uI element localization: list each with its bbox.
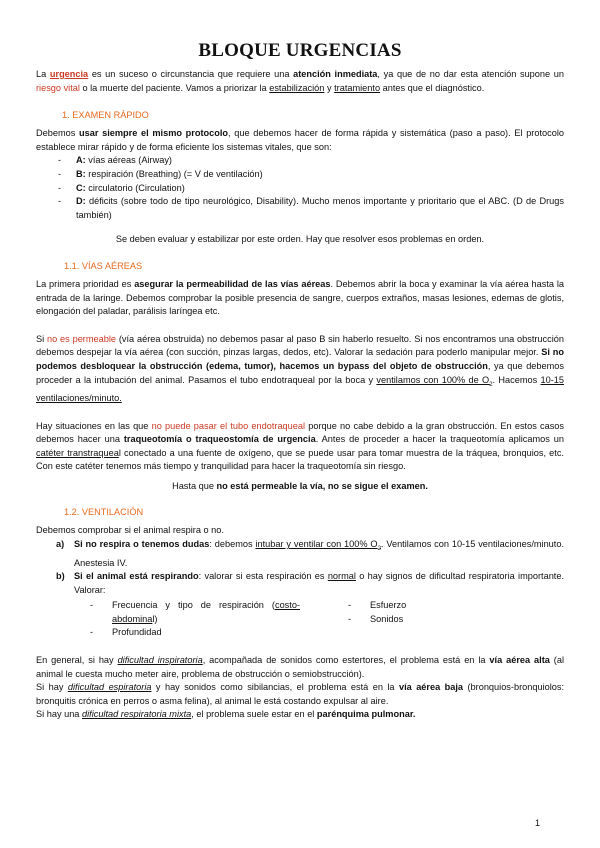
- examen-closing: Se deben evaluar y estabilizar por este orden. Hay que resolver esos problemas en orden.: [115, 234, 485, 245]
- list-item: - Sonidos: [348, 613, 406, 627]
- term-atencion-inmediata: atención inmediata: [293, 69, 378, 79]
- text: Si hay una: [36, 709, 82, 720]
- term-ventilamos: [376, 374, 493, 388]
- text: , acompañada de sonidos como estertores, el problema está en la: [202, 655, 490, 666]
- list-item: [58, 168, 564, 182]
- abcd-list: [58, 154, 564, 222]
- item-text: vías aéreas (Airway): [85, 155, 172, 166]
- text: Hay situaciones en las que: [36, 420, 152, 431]
- text: (al animal le cuesta mucho meter aire, problema de obstrucción o semiobstrucción).: [36, 655, 564, 679]
- term-ventilaciones: ventilaciones/minuto.: [36, 392, 122, 403]
- section-heading-vias-aereas: 1.1. VÍAS AÉREAS: [64, 260, 143, 271]
- text: o la muerte del paciente. Vamos a priorizar la: [79, 82, 270, 93]
- list-item: [58, 154, 564, 168]
- list-item-b: [56, 570, 564, 597]
- section-heading-ventilacion: 1.2. VENTILACIÓN: [64, 507, 144, 518]
- vias-closing: [36, 480, 564, 494]
- text: es un suceso o circunstancia que requiere una: [88, 69, 294, 79]
- section-heading-examen-rapido: 1. EXAMEN RÁPIDO: [62, 110, 149, 121]
- text: Debemos: [36, 128, 80, 139]
- term-riesgo-vital: riesgo vital: [36, 82, 80, 93]
- list-item: - Esfuerzo: [348, 599, 406, 613]
- term-via-baja: vía aérea baja: [398, 682, 464, 693]
- text: Si: [36, 333, 47, 344]
- text: Hasta que: [172, 480, 217, 491]
- term-estabilizacion: estabilización: [269, 82, 325, 93]
- term-cateter: catéter transtraquea: [36, 447, 119, 458]
- text: . Ventilamos con 10-15 ventilaciones/minuto. Anestesia IV.: [74, 539, 565, 568]
- text: : debemos: [209, 539, 256, 550]
- text: porque no cabe debido a la gran obstrucción. En estos casos debemos hacer una: [36, 420, 564, 445]
- text: La primera prioridad es: [36, 278, 135, 289]
- term-traqueotomia: traqueotomía o traqueostomía de urgencia: [123, 434, 316, 445]
- list-marker: a): [56, 539, 65, 550]
- subscript: 2: [377, 545, 381, 552]
- text-bold: no está permeable la vía, no se sigue el examen.: [216, 480, 428, 491]
- text: intubar y ventilar con 100% O: [255, 539, 378, 550]
- text: y: [324, 82, 335, 93]
- examen-paragraph: [36, 127, 564, 154]
- text: : valorar si esta respiración es: [198, 571, 328, 582]
- text: , ya que de no dar esta atención supone un: [377, 69, 564, 79]
- text-bold: Si el animal está respirando: [74, 571, 199, 582]
- term-10-15: 10-15: [540, 374, 564, 385]
- term-normal: normal: [327, 571, 356, 582]
- intro-paragraph: [36, 68, 564, 95]
- term-no-pasa-tubo: no puede pasar el tubo endotraqueal: [151, 420, 306, 431]
- list-item: [90, 599, 300, 626]
- text: o hay signos de dificultad respiratoria importante. Valorar:: [74, 571, 565, 595]
- item-key: A:: [76, 155, 86, 166]
- text: , el problema suele estar en el: [191, 709, 317, 720]
- subscript: 2: [489, 381, 493, 388]
- ventilacion-intro: Debemos comprobar si el animal respira o no.: [36, 525, 224, 536]
- text: (vía aérea obstruida) no debemos pasar al paso B sin haberlo resuelto. Si nos encontramos una obstrucción debemos despejar la vía aérea (con succión, pinzas largas, dedos, etc). Valorar la sedación para poderlo manipular mejor.: [36, 333, 564, 358]
- text: , que debemos hacer de forma rápida y sistemática (paso a paso). El protocolo establece mirar rápido y de forma eficiente los sistemas vitales, que son:: [36, 128, 564, 152]
- text: Frecuencia y tipo de respiración (: [112, 600, 275, 611]
- ventilacion-general-2: [36, 681, 564, 708]
- term-intubar: [255, 539, 381, 552]
- term-permeabilidad: asegurar la permeabilidad de las vías aéreas: [134, 278, 331, 289]
- list-item: - Profundidad: [90, 626, 300, 640]
- item-text: circulatorio (Circulation): [85, 182, 185, 193]
- ventilacion-general-1: [36, 654, 564, 681]
- item-text: respiración (Breathing) (= V de ventilación): [85, 168, 263, 179]
- term-espiratoria: dificultad espiratoria: [67, 682, 152, 693]
- list-item-a: [56, 538, 564, 570]
- text-bold: Si no respira o tenemos dudas: [74, 539, 210, 550]
- text: y hay sonidos como sibilancias, el problema está en la: [151, 682, 399, 693]
- item-text: déficits (sobre todo de tipo neurológico, Disability). Mucho menos importante y prioritario que el ABC. (D de Drugs también): [76, 196, 564, 220]
- list-item: [58, 182, 564, 196]
- text: La: [36, 69, 50, 79]
- term-via-alta: vía aérea alta: [489, 655, 550, 666]
- text: , ya que debemos proceder a la intubación del animal. Pasamos el tubo endotraqueal por la boca y: [36, 360, 564, 385]
- term-protocolo: usar siempre el mismo protocolo: [79, 128, 229, 139]
- valorar-sublist: [90, 599, 564, 640]
- list-marker: b): [56, 571, 65, 582]
- text: (bronquios-bronquiolos: bronquitis crónica en perros o asma felina), al animal le está costando expulsar al aire.: [36, 682, 565, 706]
- text: ventilamos con 100% de O: [376, 374, 490, 385]
- term-no-permeable: no es permeable: [47, 333, 116, 344]
- term-costo-abdominal: costo-abdomina: [112, 600, 300, 624]
- term-tratamiento: tratamiento: [334, 82, 381, 93]
- sublist-column-right: [348, 599, 406, 640]
- ventilacion-list: [56, 538, 564, 597]
- page-number: 1: [534, 818, 540, 828]
- sublist-column-left: [90, 599, 300, 640]
- vias-paragraph-2: [36, 333, 564, 406]
- text: l): [152, 613, 158, 624]
- term-bypass: Si no podemos desbloquear la obstrucción (edema, tumor), hacemos un bypass del objeto de obstrucción: [36, 347, 564, 371]
- text: l conectado a una fuente de oxígeno, que se puede usar para tomar muestra de la tráquea, bronquios, etc. Con este catéter tenemos más tiempo y tranquilidad para hacer la traqueotomía sin riesgo.: [36, 447, 564, 472]
- text: En general, si hay: [36, 655, 118, 666]
- list-item: [58, 195, 564, 222]
- vias-paragraph-1: [36, 278, 564, 319]
- text: antes que el diagnóstico.: [380, 82, 485, 93]
- text: Si hay: [36, 682, 68, 693]
- text: . Antes de proceder a hacer la traqueotomía aplicamos un: [315, 434, 564, 445]
- term-parenquima: parénquima pulmonar.: [316, 709, 416, 720]
- vias-paragraph-3: [36, 420, 564, 474]
- term-mixta: dificultad respiratoria mixta: [81, 709, 192, 720]
- item-key: C:: [76, 182, 86, 193]
- ventilacion-general-3: [36, 708, 564, 722]
- item-key: B:: [76, 168, 86, 179]
- text: . Debemos abrir la boca y examinar la vía aérea hasta la entrada de la laringe. Debemos comprobar la posible presencia de sangre, cuerpos extraños, masas lesiones, edemas de glotis, elongación del paladar, parálisis laríngea etc.: [36, 278, 564, 317]
- term-urgencia: urgencia: [49, 69, 89, 79]
- text: . Hacemos: [492, 374, 541, 385]
- item-key: D:: [76, 196, 86, 207]
- page-title: BLOQUE URGENCIAS: [198, 40, 402, 61]
- term-inspiratoria: dificultad inspiratoria: [117, 655, 203, 666]
